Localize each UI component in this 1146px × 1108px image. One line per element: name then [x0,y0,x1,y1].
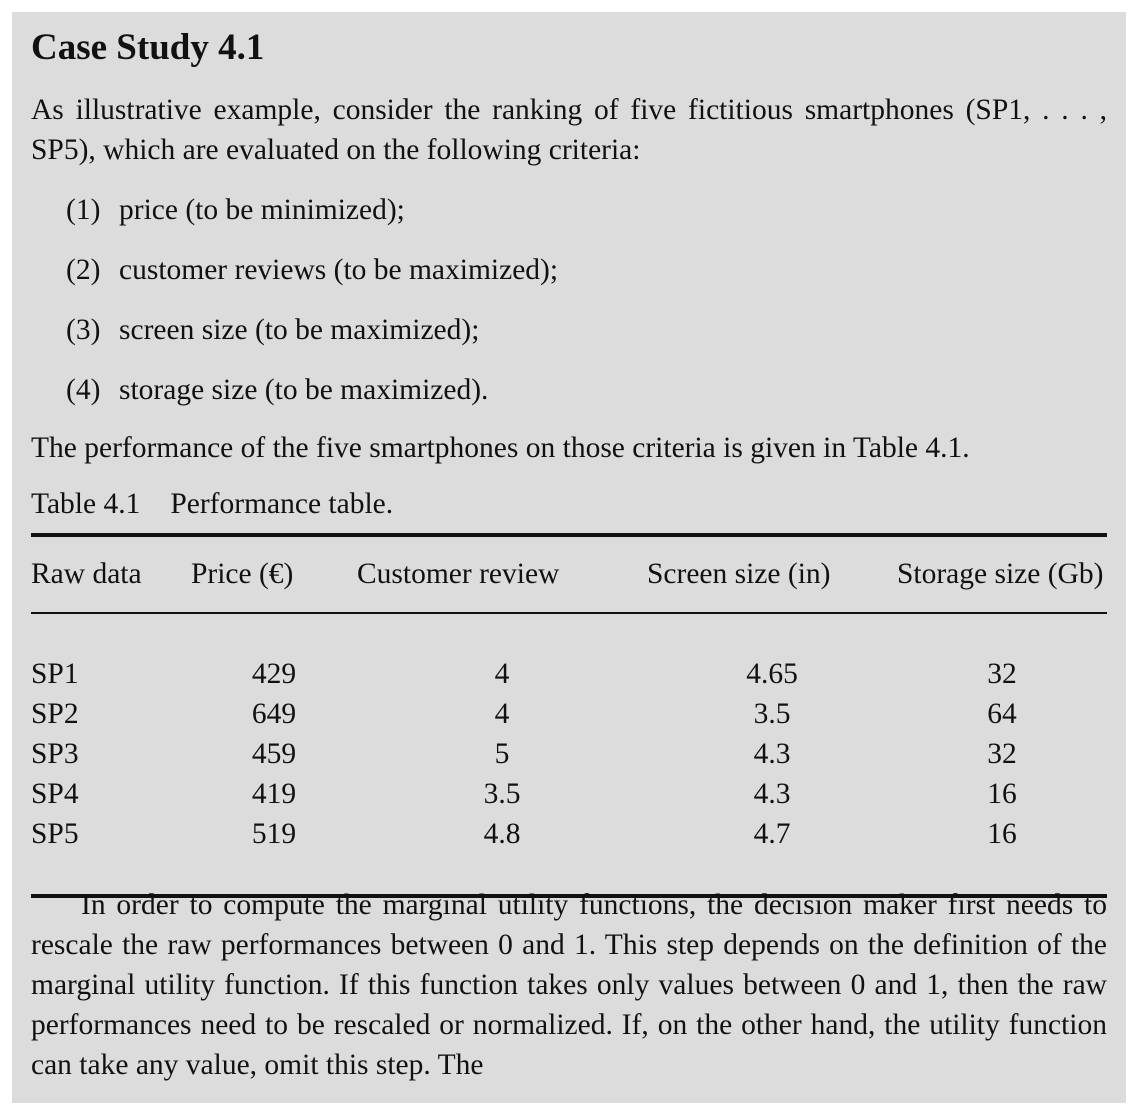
column-header-price: Price (€) [191,558,294,590]
case-study-title: Case Study 4.1 [31,27,265,68]
cell-storage-size: 16 [987,778,1017,810]
table-row [31,774,1107,814]
table-caption-text: Performance table. [170,488,394,520]
cell-screen-size: 3.5 [753,698,791,730]
cell-customer-review: 3.5 [483,778,521,810]
criterion-text: screen size (to be maximized); [119,314,480,346]
list-item [66,370,558,430]
cell-customer-review: 5 [494,738,510,770]
cell-phone: SP2 [31,698,79,730]
cell-price: 519 [251,818,297,850]
criteria-list [66,190,558,430]
intro-paragraph [31,90,1107,170]
list-item [66,250,558,310]
intro-text: As illustrative example, consider the ranking of five fictitious smartphones (SP1, . . . , SP5), which are evaluated on the following criteria: [31,94,1107,166]
body-text: In order to compute the marginal utility functions, the decision maker first needs to rescale the raw performances between 0 and 1. This step depends on the definition of the marginal utility function. If this function takes only values between 0 and 1, then the raw performances need to be rescaled or normalized. If, on the other hand, the utility function can take any value, omit this step. The [31,889,1107,1081]
cell-screen-size: 4.65 [746,658,798,690]
column-header-storage-size: Storage size (Gb) [897,558,1104,590]
cell-phone: SP3 [31,738,79,770]
criterion-number: (3) [66,314,101,346]
body-paragraph [31,885,1107,1085]
cell-price: 649 [251,698,297,730]
performance-table-body [31,614,1107,894]
cell-customer-review: 4 [494,698,510,730]
cell-screen-size: 4.3 [753,778,791,810]
table-row [31,814,1107,854]
criterion-text: storage size (to be maximized). [119,374,489,406]
cell-screen-size: 4.3 [753,738,791,770]
criterion-text: customer reviews (to be maximized); [119,254,559,286]
cell-phone: SP5 [31,818,79,850]
cell-phone: SP1 [31,658,79,690]
criterion-text: price (to be minimized); [119,194,405,226]
performance-table-wrapper [31,533,1107,898]
criterion-number: (2) [66,254,101,286]
table-label: Table 4.1 [31,488,141,520]
cell-storage-size: 32 [987,738,1017,770]
cell-price: 429 [251,658,297,690]
table-caption [31,484,393,524]
cell-screen-size: 4.7 [753,818,791,850]
cell-price: 459 [251,738,297,770]
criterion-number: (1) [66,194,101,226]
column-header-customer-review: Customer review [357,558,560,590]
cell-customer-review: 4.8 [483,818,521,850]
cell-customer-review: 4 [494,658,510,690]
list-item [66,310,558,370]
performance-table [31,537,1107,612]
case-study-box [12,12,1126,1103]
cell-storage-size: 64 [987,698,1017,730]
table-row [31,694,1107,734]
table-header-row [31,537,1107,612]
cell-storage-size: 16 [987,818,1017,850]
table-row [31,654,1107,694]
performance-sentence: The performance of the five smartphones on those criteria is given in Table 4.1. [31,432,970,464]
table-row [31,734,1107,774]
list-item [66,190,558,250]
criterion-number: (4) [66,374,101,406]
table-spacer [31,614,1107,654]
column-header-screen-size: Screen size (in) [647,558,831,590]
cell-storage-size: 32 [987,658,1017,690]
cell-phone: SP4 [31,778,79,810]
cell-price: 419 [251,778,297,810]
column-header-raw-data: Raw data [31,558,142,590]
